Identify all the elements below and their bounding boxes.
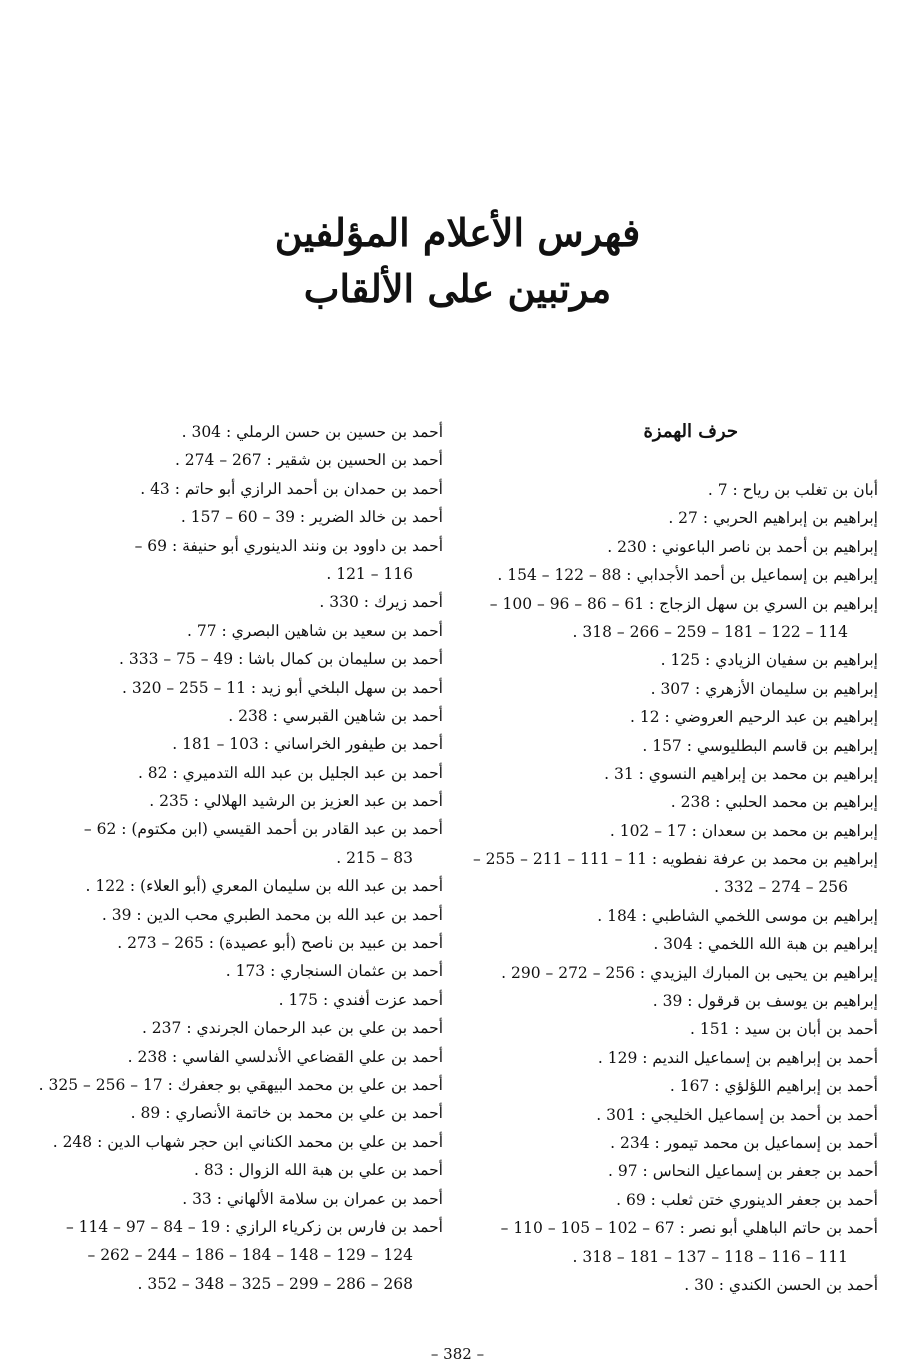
index-entry [28,872,443,900]
entry-text: أحمد بن داوود بن ونند الدينوري أبو حنيفة : 69 – [134,536,443,555]
entry-text: أحمد بن فارس بن زكرياء الرازي : 19 – 84 – 97 – 114 – [65,1217,443,1236]
index-entry [28,787,443,815]
index-entry [28,446,443,474]
entry-text: أحمد بن سهل البلخي أبو زيد : 11 – 255 – 320 . [121,678,443,697]
page-number: – 382 – [430,1345,485,1363]
index-entry [28,1043,443,1071]
entry-text: أحمد عزت أفندي : 175 . [278,990,443,1009]
entry-continuation: 114 – 122 – 181 – 259 – 266 – 318 . [572,622,848,641]
entry-text: أحمد بن إبراهيم بن إسماعيل النديم : 129 . [597,1048,878,1067]
entry-text: أحمد بن علي بن هبة الله الزوال : 83 . [193,1161,443,1180]
entry-text: إبراهيم بن السري بن سهل الزجاج : 61 – 86 – 96 – 100 – [489,594,878,613]
index-entry [463,561,878,589]
entry-text: أحمد بن جعفر بن إسماعيل النحاس : 97 . [608,1162,878,1181]
index-entry [28,929,443,957]
index-entry [463,1015,878,1043]
index-entry [28,674,443,702]
entry-text: إبراهيم بن سليمان الأزهري : 307 . [650,679,878,698]
index-entry [463,902,878,930]
index-entry [28,702,443,730]
index-entry [28,475,443,503]
index-entry [463,1157,878,1185]
entry-text: أحمد بن حاتم الباهلي أبو نصر : 67 – 102 – 105 – 110 – [500,1219,878,1238]
index-entry [28,418,443,446]
index-entry [28,1185,443,1213]
entry-text: أحمد بن إسماعيل بن محمد تيمور : 234 . [610,1133,878,1152]
index-entry [28,617,443,645]
index-entry [463,760,878,788]
entry-text: إبراهيم بن عبد الرحيم العروضي : 12 . [630,708,878,727]
index-entry [28,1071,443,1099]
title-line-2: مرتبين على الألقاب [303,266,612,311]
entry-text: أحمد بن علي بن محمد البيهقي بو جعفرك : 17 – 256 – 325 . [38,1075,443,1094]
entry-text: إبراهيم بن محمد بن سعدان : 17 – 102 . [609,821,878,840]
title-line-1: فهرس الأعلام المؤلفين [274,210,641,255]
index-entry [28,901,443,929]
index-entry [28,759,443,787]
index-entry [463,703,878,731]
entry-text: إبراهيم بن محمد الحلبي : 238 . [670,793,878,812]
entry-continuation: 256 – 274 – 332 . [714,878,848,897]
entry-continuation: 116 – 121 . [326,564,413,583]
index-entry [463,1101,878,1129]
entry-text: إبراهيم بن إبراهيم الحربي : 27 . [668,509,878,528]
entry-text: أحمد بن حسين بن حسن الرملي : 304 . [181,423,443,441]
index-entry [28,588,443,616]
index-entry [28,1156,443,1184]
entry-text: أحمد بن عبد الله بن محمد الطبري محب الدين : 39 . [101,905,443,924]
entry-text: إبراهيم بن محمد بن إبراهيم النسوي : 31 . [604,764,878,783]
index-entry [28,1099,443,1127]
index-entry [463,1072,878,1100]
section-heading: حرف الهمزة [643,421,738,442]
index-entry [463,959,878,987]
entry-continuation: 111 – 116 – 118 – 137 – 181 – 318 . [572,1247,848,1266]
entry-text: إبراهيم بن موسى اللخمي الشاطبي : 184 . [597,906,878,925]
entry-text: إبراهيم بن قاسم البطليوسي : 157 . [642,736,878,755]
index-entry [463,930,878,958]
index-entry [463,1214,878,1271]
entry-text: أحمد بن سليمان بن كمال باشا : 49 – 75 – 333 . [119,650,443,669]
entry-text: أحمد بن سعيد بن شاهين البصري : 77 . [187,621,443,640]
entry-text: أحمد بن عمران بن سلامة الألهاني : 33 . [182,1189,443,1208]
entry-text: أبان بن تغلب بن رياح : 7 . [707,481,878,499]
index-entry [463,476,878,504]
index-entry [28,1128,443,1156]
entry-text: أحمد بن الحسين بن شقير : 267 – 274 . [174,451,443,470]
entry-text: إبراهيم بن محمد بن عرفة نفطويه : 11 – 111 – 211 – 255 – [472,850,878,869]
index-entry [28,815,443,872]
entry-text: أحمد بن الحسن الكندي : 30 . [684,1275,878,1294]
entry-text: أحمد بن عبد القادر بن أحمد القيسي (ابن مكتوم) : 62 – [83,820,443,839]
index-entry [463,817,878,845]
index-entry [463,1044,878,1072]
entry-text: إبراهيم بن يحيى بن المبارك اليزيدي : 256 – 272 – 290 . [501,963,878,982]
entry-text: أحمد بن عبد الجليل بن عبد الله التدميري : 82 . [137,763,443,782]
entry-text: إبراهيم بن هبة الله اللخمي : 304 . [653,935,878,954]
entry-text: أحمد بن عبد الله بن سليمان المعري (أبو العلاء) : 122 . [85,877,443,896]
index-entry [463,1271,878,1299]
entry-continuation: 83 – 215 . [336,848,413,867]
entry-text: أحمد بن حمدان بن أحمد الرازي أبو حاتم : 43 . [140,479,443,498]
entry-text: أحمد بن علي القضاعي الأندلسي الفاسي : 238 . [127,1047,443,1066]
index-entry [28,986,443,1014]
index-entry [28,730,443,758]
entry-text: أحمد بن خالد الضرير : 39 – 60 – 157 . [180,508,443,527]
entry-text: إبراهيم بن إسماعيل بن أحمد الأجدابي : 88 – 122 – 154 . [497,566,878,585]
entry-text: أحمد بن علي بن عبد الرحمان الجرندي : 237 . [141,1019,443,1038]
entry-text: أحمد بن طيفور الخراساني : 103 – 181 . [172,735,443,754]
entry-text: إبراهيم بن يوسف بن قرقول : 39 . [652,992,878,1011]
entry-text: إبراهيم بن سفيان الزيادي : 125 . [660,651,878,670]
entry-text: أحمد بن أحمد بن إسماعيل الخليجي : 301 . [596,1105,878,1124]
right-column [463,418,878,1299]
index-entry [28,1213,443,1298]
left-column [28,418,443,1298]
index-entry [463,732,878,760]
entry-continuation: 268 – 286 – 299 – 325 – 348 – 352 . [137,1274,413,1293]
index-entry [463,590,878,647]
entry-text: أحمد بن عثمان السنجاري : 173 . [225,962,443,981]
index-entry [463,675,878,703]
index-entry [463,788,878,816]
index-entry [28,957,443,985]
index-entry [463,987,878,1015]
index-entry [463,533,878,561]
entry-text: أحمد زيرك : 330 . [319,593,443,612]
entry-continuation: 124 – 129 – 148 – 184 – 186 – 244 – 262 – [87,1246,413,1265]
entry-text: أحمد بن أبان بن سيد : 151 . [690,1020,878,1039]
entry-text: أحمد بن علي بن محمد الكناني ابن حجر شهاب الدين : 248 . [52,1132,443,1151]
index-entry [463,504,878,532]
entry-text: أحمد بن عبيد بن ناصح (أبو عصيدة) : 265 – 273 . [117,934,443,953]
index-entry [28,532,443,589]
index-entry [28,645,443,673]
index-entry [28,503,443,531]
index-entry [463,646,878,674]
entry-text: أحمد بن جعفر الدينوري ختن ثعلب : 69 . [616,1190,878,1209]
index-entry [463,845,878,902]
entry-text: أحمد بن إبراهيم اللؤلؤي : 167 . [669,1077,878,1096]
index-entry [463,1186,878,1214]
entry-text: إبراهيم بن أحمد بن ناصر الباعوني : 230 . [607,537,878,556]
index-entry [463,1129,878,1157]
index-entry [28,1014,443,1042]
index-title [0,205,915,317]
entry-text: أحمد بن علي بن محمد بن خاتمة الأنصاري : 89 . [130,1104,443,1123]
entry-text: أحمد بن عبد العزيز بن الرشيد الهلالي : 235 . [149,792,443,811]
entry-text: أحمد بن شاهين القبرسي : 238 . [228,706,443,725]
